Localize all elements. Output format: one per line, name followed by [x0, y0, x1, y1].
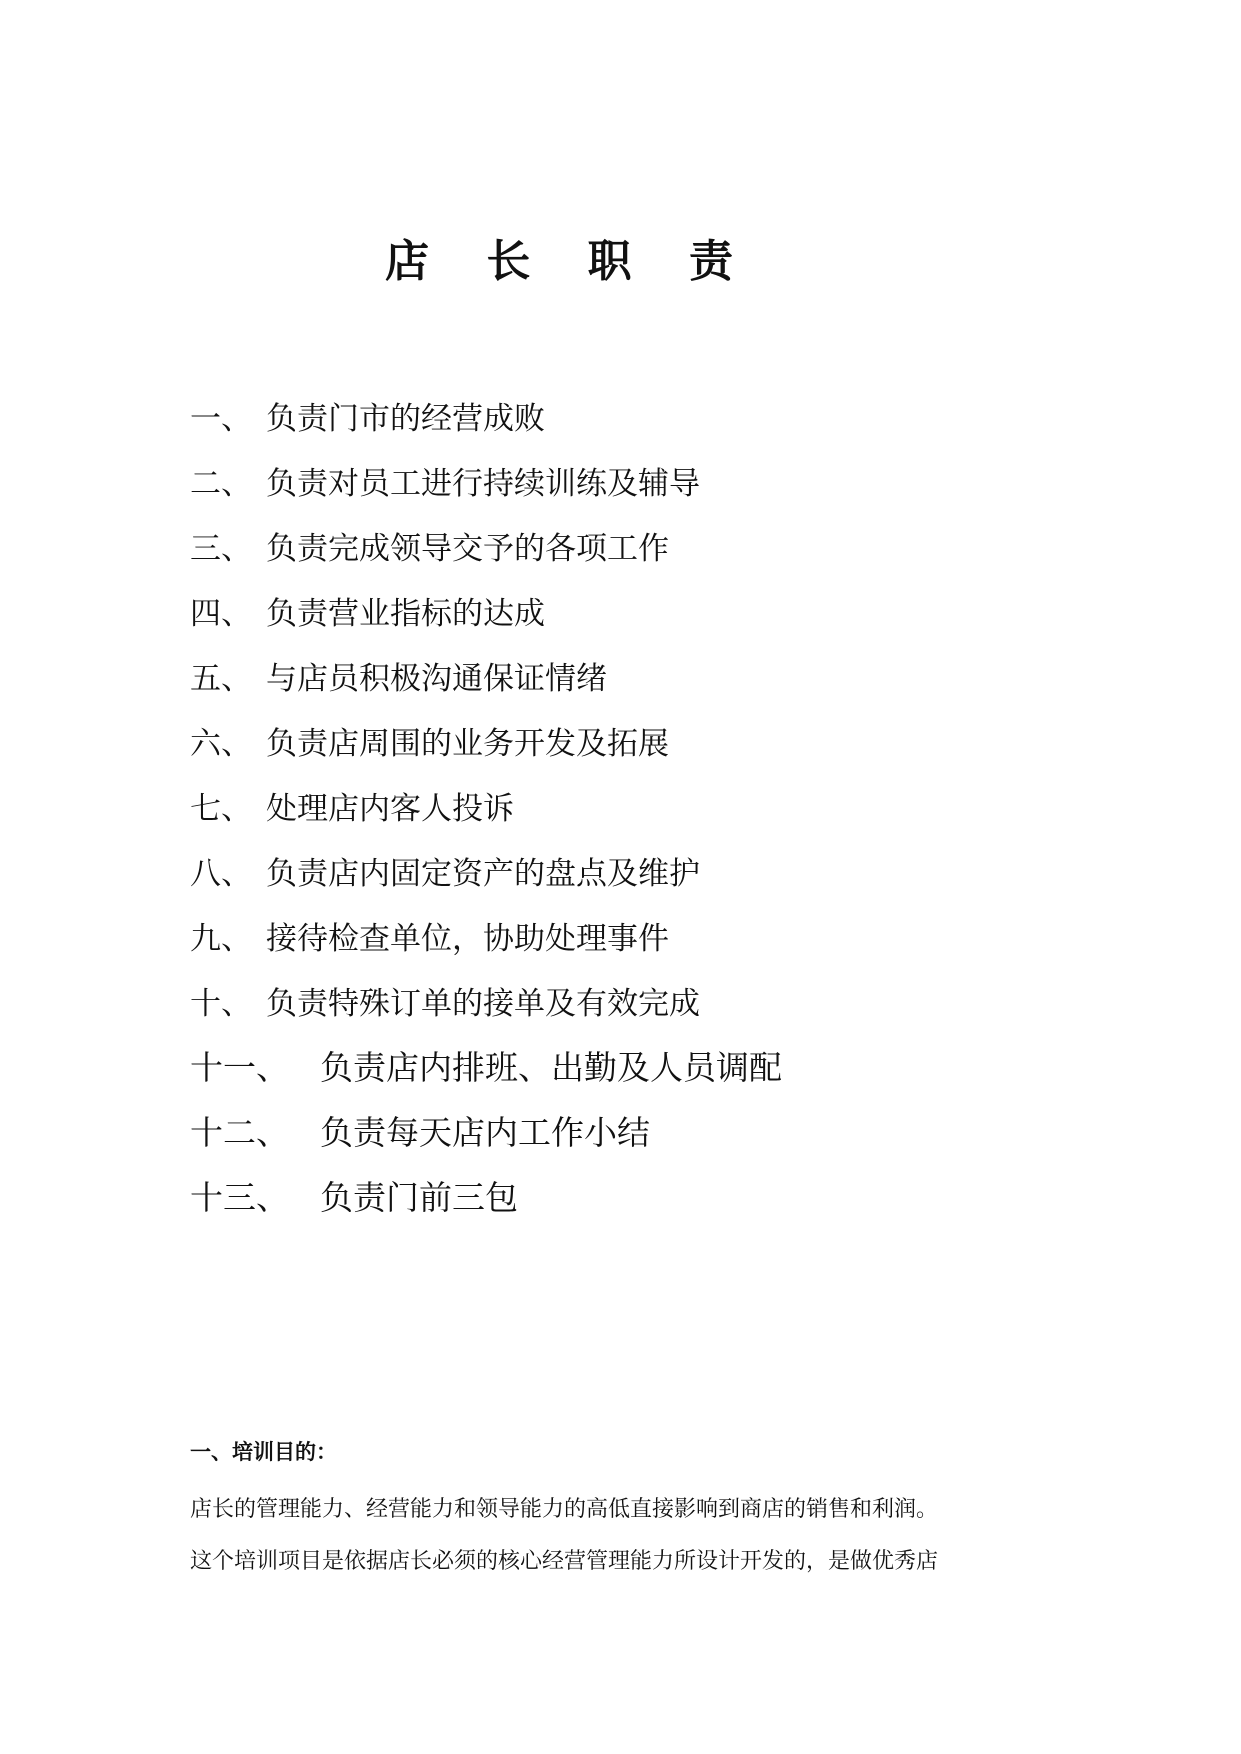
list-item-text: 接待检查单位，协助处理事件 [266, 921, 669, 957]
list-item-text: 负责完成领导交予的各项工作 [266, 531, 669, 567]
duty-list [190, 383, 782, 1228]
list-item [190, 578, 782, 643]
list-item-number: 五、 [190, 661, 252, 697]
training-section [190, 1432, 1090, 1588]
list-item-number: 三、 [190, 531, 252, 567]
paragraph-line: 店长的管理能力、经营能力和领导能力的高低直接影响到商店的销售和利润。 [190, 1497, 939, 1522]
list-item-text: 负责营业指标的达成 [266, 596, 545, 632]
list-item [190, 383, 782, 448]
section-heading: 一、培训目的： [190, 1440, 337, 1464]
list-item [190, 773, 782, 838]
list-item [190, 1163, 782, 1228]
list-item-number: 十、 [190, 986, 252, 1022]
list-item-number: 十三、 [190, 1178, 289, 1217]
list-item [190, 968, 782, 1033]
paragraph-line: 这个培训项目是依据店长必须的核心经营管理能力所设计开发的，是做优秀店 [190, 1549, 939, 1574]
list-item [190, 448, 782, 513]
list-item-text: 负责对员工进行持续训练及辅导 [266, 466, 700, 502]
list-item [190, 1098, 782, 1163]
list-item [190, 513, 782, 578]
list-item [190, 708, 782, 773]
list-item-text: 负责店周围的业务开发及拓展 [266, 726, 669, 762]
list-item-number: 二、 [190, 466, 252, 502]
list-item [190, 1033, 782, 1098]
list-item-text: 负责店内排班、出勤及人员调配 [320, 1048, 782, 1087]
list-item-text: 负责特殊订单的接单及有效完成 [266, 986, 700, 1022]
list-item [190, 903, 782, 968]
list-item-text: 负责每天店内工作小结 [320, 1113, 650, 1152]
list-item-number: 九、 [190, 921, 252, 957]
list-item-number: 六、 [190, 726, 252, 762]
list-item-text: 负责门前三包 [320, 1178, 518, 1217]
list-item-number: 七、 [190, 791, 252, 827]
page-title: 店 长 职 责 [385, 236, 754, 287]
list-item-number: 十二、 [190, 1113, 289, 1152]
list-item-text: 处理店内客人投诉 [266, 791, 514, 827]
list-item-number: 十一、 [190, 1048, 289, 1087]
list-item-text: 负责门市的经营成败 [266, 401, 545, 437]
list-item-text: 负责店内固定资产的盘点及维护 [266, 856, 700, 892]
list-item-text: 与店员积极沟通保证情绪 [266, 661, 607, 697]
list-item-number: 四、 [190, 596, 252, 632]
list-item [190, 838, 782, 903]
list-item-number: 八、 [190, 856, 252, 892]
list-item-number: 一、 [190, 401, 252, 437]
list-item [190, 643, 782, 708]
